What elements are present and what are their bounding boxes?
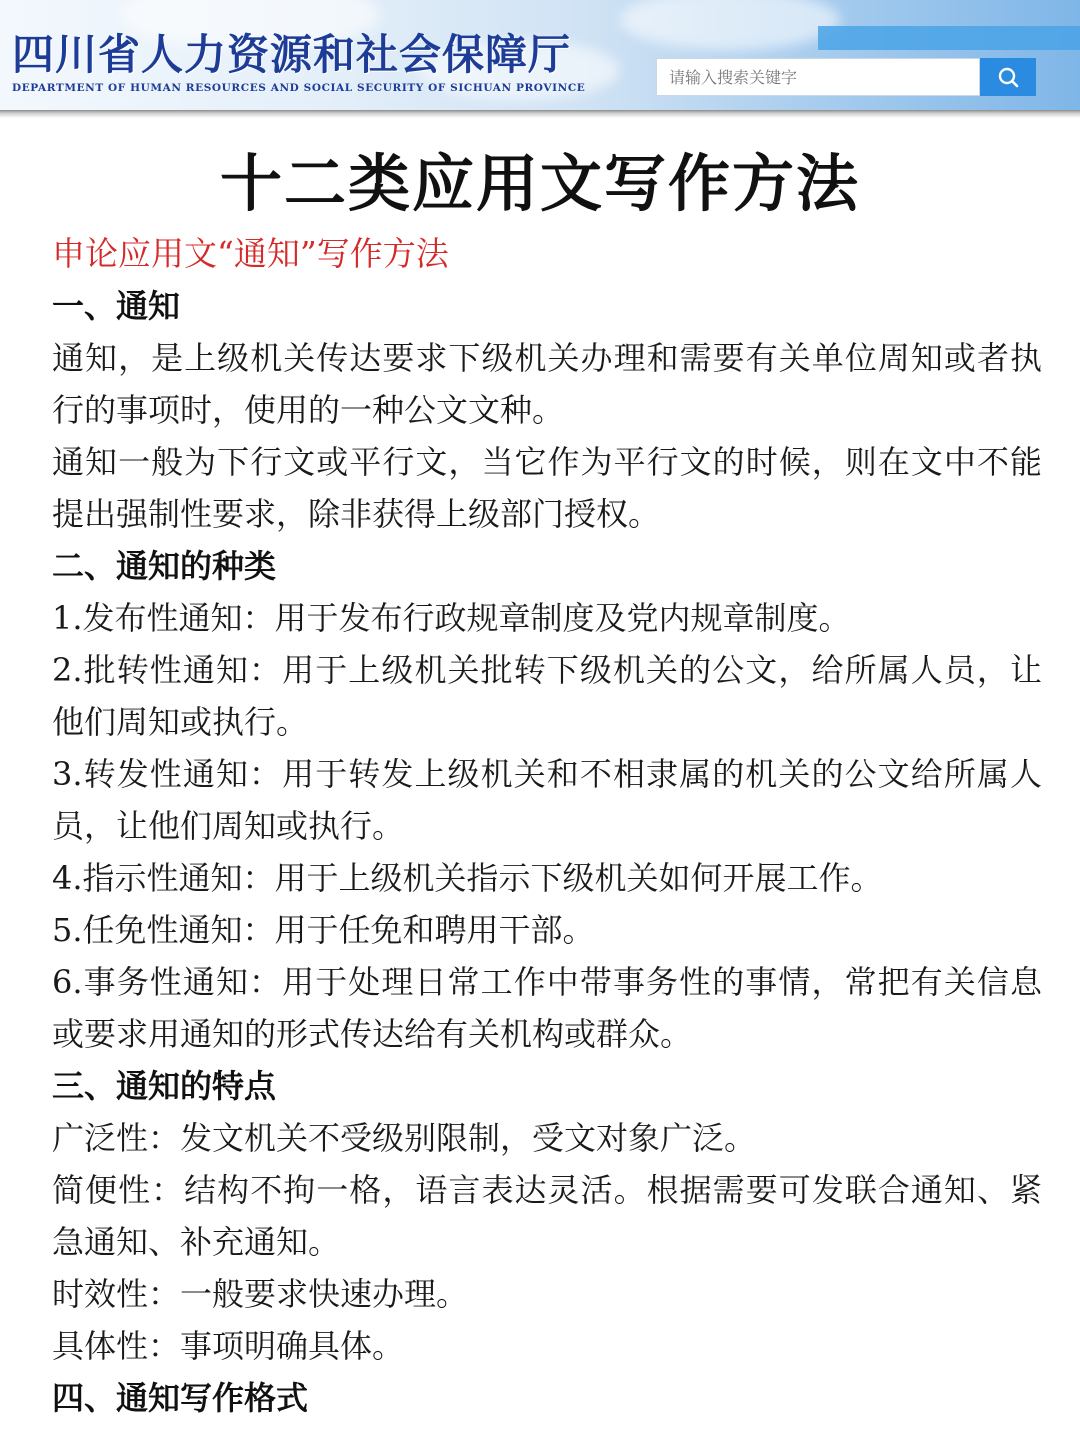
search-button[interactable]	[980, 58, 1036, 96]
list-item: 6.事务性通知：用于处理日常工作中带事务性的事情，常把有关信息或要求用通知的形式传达给有关机构或群众。	[52, 963, 1042, 1053]
list-item: 5.任免性通知：用于任免和聘用干部。	[52, 911, 595, 949]
search-input[interactable]	[667, 67, 979, 88]
list-item: 广泛性：发文机关不受级别限制，受文对象广泛。	[52, 1119, 757, 1157]
section-heading-format: 四、通知写作格式	[52, 1379, 309, 1417]
header-cloud-decoration	[620, 0, 840, 50]
list-item: 具体性：事项明确具体。	[52, 1327, 405, 1365]
article-body	[52, 140, 1042, 1424]
list-item: 4.指示性通知：用于上级机关指示下级机关如何开展工作。	[52, 859, 883, 897]
list-item: 1.发布性通知：用于发布行政规章制度及党内规章制度。	[52, 599, 851, 637]
site-logo-subtitle: DEPARTMENT OF HUMAN RESOURCES AND SOCIAL SECURITY OF SICHUAN PROVINCE	[12, 82, 586, 94]
site-header	[0, 0, 1080, 110]
header-color-band	[818, 26, 1080, 50]
section-heading-features: 三、通知的特点	[52, 1067, 277, 1105]
section-heading-types: 二、通知的种类	[52, 547, 277, 585]
paragraph: 通知，是上级机关传达要求下级机关办理和需要有关单位周知或者执行的事项时，使用的一种公文文种。	[52, 339, 1042, 429]
list-item: 时效性：一般要求快速办理。	[52, 1275, 469, 1313]
paragraph: 通知一般为下行文或平行文，当它作为平行文的时候，则在文中不能提出强制性要求，除非获得上级部门授权。	[52, 443, 1042, 533]
section-heading-notice: 一、通知	[52, 287, 181, 325]
article-title: 十二类应用文写作方法	[219, 147, 860, 220]
list-item: 3.转发性通知：用于转发上级机关和不相隶属的机关的公文给所属人员，让他们周知或执行。	[52, 755, 1042, 845]
article-subtitle: 申论应用文“通知”写作方法	[52, 234, 449, 273]
search-box[interactable]	[656, 58, 980, 96]
list-item: 简便性：结构不拘一格，语言表达灵活。根据需要可发联合通知、紧急通知、补充通知。	[52, 1171, 1042, 1261]
site-logo-title[interactable]: 四川省人力资源和社会保障厅	[12, 30, 572, 79]
search-icon	[997, 66, 1019, 88]
header-divider-shadow	[0, 110, 1080, 118]
list-item: 2.批转性通知：用于上级机关批转下级机关的公文，给所属人员，让他们周知或执行。	[52, 651, 1042, 741]
